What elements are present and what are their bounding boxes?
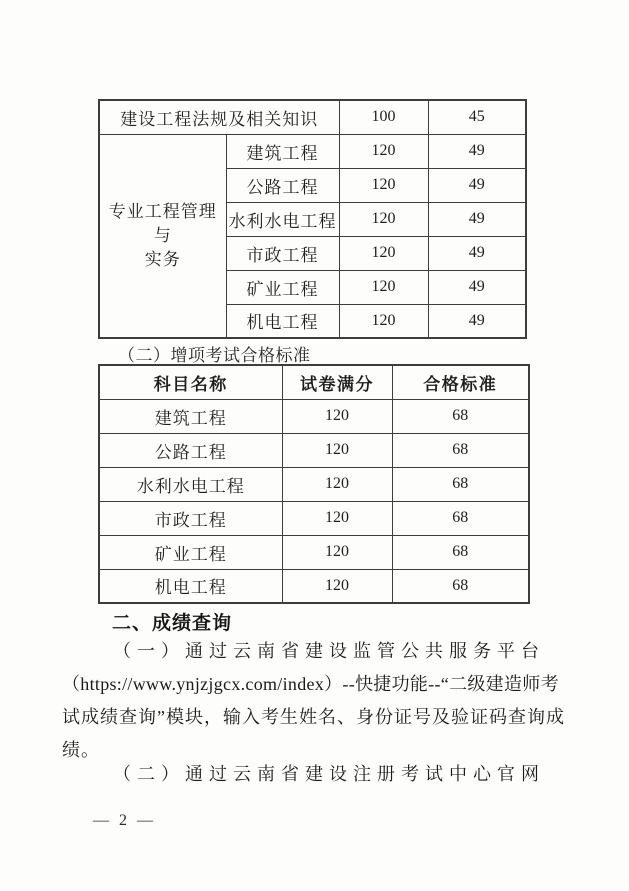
header-full-score: 试卷满分 xyxy=(282,365,392,399)
practice-group-line2: 实务 xyxy=(144,249,181,269)
pass-score-cell: 68 xyxy=(392,501,529,535)
addition-section-caption: （二）增项考试合格标准 xyxy=(118,346,311,365)
paragraph1-line1: （一）通过云南省建设监管公共服务平台 xyxy=(113,641,545,661)
full-score-cell: 120 xyxy=(339,270,428,304)
subject-cell: 水利水电工程 xyxy=(99,467,282,501)
pass-score-cell: 49 xyxy=(428,168,526,202)
pass-score-cell: 49 xyxy=(428,270,526,304)
table-row xyxy=(99,501,529,535)
full-score-cell: 120 xyxy=(282,399,392,433)
subject-cell: 建筑工程 xyxy=(99,399,282,433)
subject-cell: 建筑工程 xyxy=(226,134,339,168)
pass-score-cell: 49 xyxy=(428,236,526,270)
table-row xyxy=(99,535,529,569)
full-score-cell: 120 xyxy=(282,433,392,467)
table-row xyxy=(99,467,529,501)
full-score-cell: 120 xyxy=(282,501,392,535)
pass-score-cell: 68 xyxy=(392,399,529,433)
subject-cell: 公路工程 xyxy=(226,168,339,202)
addition-standards-table xyxy=(98,364,530,604)
score-query-heading: 二、成绩查询 xyxy=(112,613,233,634)
subject-cell: 市政工程 xyxy=(226,236,339,270)
subject-cell: 机电工程 xyxy=(226,304,339,338)
subject-cell: 机电工程 xyxy=(99,569,282,603)
table-row xyxy=(99,399,529,433)
pass-score-cell: 49 xyxy=(428,202,526,236)
pass-score-cell: 49 xyxy=(428,304,526,338)
table-row xyxy=(99,100,526,134)
full-score-cell: 120 xyxy=(282,535,392,569)
table-row xyxy=(99,134,526,168)
full-score-cell: 120 xyxy=(339,304,428,338)
paragraph1-line2: （https://www.ynjzjgcx.com/index）--快捷功能--“二级建造师考 xyxy=(62,674,559,694)
pass-score-cell: 68 xyxy=(392,535,529,569)
table-header-row xyxy=(99,365,529,399)
subject-cell: 公路工程 xyxy=(99,433,282,467)
practice-group-line1: 专业工程管理与 xyxy=(108,201,217,245)
page-number: — 2 — xyxy=(93,812,156,829)
full-score-cell: 120 xyxy=(282,569,392,603)
subject-cell: 建设工程法规及相关知识 xyxy=(99,100,339,134)
subject-cell: 市政工程 xyxy=(99,501,282,535)
subject-cell: 矿业工程 xyxy=(99,535,282,569)
pass-standards-table xyxy=(98,99,527,339)
full-score-cell: 120 xyxy=(282,467,392,501)
full-score-cell: 100 xyxy=(339,100,428,134)
pass-score-cell: 68 xyxy=(392,467,529,501)
table-row xyxy=(99,433,529,467)
subject-cell: 矿业工程 xyxy=(226,270,339,304)
pass-score-cell: 68 xyxy=(392,433,529,467)
pass-score-cell: 68 xyxy=(392,569,529,603)
paragraph1-line3: 试成绩查询”模块，输入考生姓名、身份证号及验证码查询成 xyxy=(62,707,565,727)
full-score-cell: 120 xyxy=(339,134,428,168)
full-score-cell: 120 xyxy=(339,236,428,270)
full-score-cell: 120 xyxy=(339,168,428,202)
paragraph2-line1: （二）通过云南省建设注册考试中心官网 xyxy=(113,764,545,784)
subject-cell: 水利水电工程 xyxy=(226,202,339,236)
table-row xyxy=(99,569,529,603)
header-subject: 科目名称 xyxy=(99,365,282,399)
header-pass-standard: 合格标准 xyxy=(392,365,529,399)
pass-score-cell: 45 xyxy=(428,100,526,134)
pass-score-cell: 49 xyxy=(428,134,526,168)
practice-group-cell xyxy=(99,134,226,338)
paragraph1-line4: 绩。 xyxy=(62,740,100,760)
full-score-cell: 120 xyxy=(339,202,428,236)
